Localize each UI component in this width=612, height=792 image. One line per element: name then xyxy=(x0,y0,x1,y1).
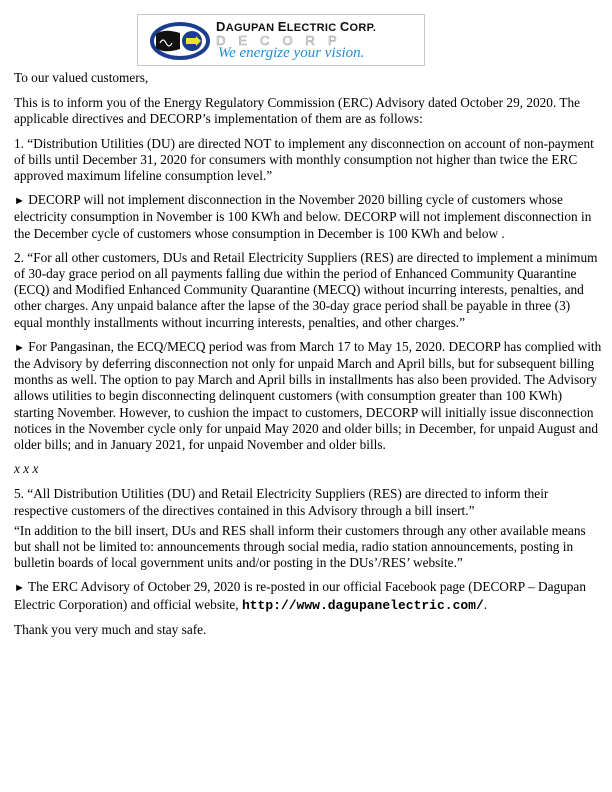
company-tagline: We energize your vision. xyxy=(218,45,365,61)
company-name-e: E xyxy=(277,19,287,34)
greeting: To our valued customers, xyxy=(14,70,149,85)
company-name-part-3: ORP. xyxy=(349,22,377,34)
closing: Thank you very much and stay safe. xyxy=(14,621,207,637)
company-name-c: C xyxy=(339,19,350,34)
company-logo xyxy=(137,14,425,66)
company-name-part-2: LECTRIC xyxy=(286,22,340,34)
omission-marker: x x x xyxy=(14,461,39,477)
bullet-arrow-icon: ► xyxy=(14,582,25,595)
decorp-emblem-icon xyxy=(150,22,210,60)
company-name-part-1: AGUPAN xyxy=(225,22,278,34)
company-name-d: D xyxy=(216,19,226,34)
directive-5-continued: “In addition to the bill insert, DUs and RES shall inform their customers through any other available means but shall not be limited to: announcements through social media, radio station announcements, posting in bulletin boards of local government units and/or posting in the DUs’/RES’ website.” xyxy=(14,522,586,571)
directive-5: 5. “All Distribution Utilities (DU) and Retail Electricity Suppliers (RES) are directed to inform their respective customers of the directives contained in this Advisory through a bill insert.” xyxy=(14,486,549,518)
intro-paragraph: This is to inform you of the Energy Regulatory Commission (ERC) Advisory dated October 29, 2020. The applicable directives and DECORP’s implementation of them are as follows: xyxy=(14,95,581,127)
bullet-arrow-icon: ► xyxy=(14,195,25,208)
website-link[interactable]: http://www.dagupanelectric.com/ xyxy=(241,597,484,613)
implementation-2 xyxy=(14,339,602,453)
implementation-5-end: . xyxy=(483,596,488,612)
implementation-1-text: DECORP will not implement disconnection in the November 2020 billing cycle of customers whose electricity consumption in November is 100 KWh and below. DECORP will not implement disconnection in the December cycle of customers whose consumption in December is 100 KWh and below . xyxy=(14,192,592,241)
implementation-1 xyxy=(14,192,602,242)
implementation-2-text: For Pangasinan, the ECQ/MECQ period was from March 17 to May 15, 2020. DECORP has complied with the Advisory by deferring disconnection not only for unpaid March and April bills, but for subsequent billing months as well. The option to pay March and April bills in installments has also been provided. The Advisory allows utilities to begin disconnecting delinquent customers (with consumption greater than 100 KWh) starting November. However, to cushion the impact to customers, DECORP will initially issue disconnection notices in the November cycle only for unpaid May 2020 and older bills; in December, for unpaid August and older bills; and in January 2021, for unpaid November and older bills. xyxy=(14,338,602,453)
letter-body xyxy=(14,70,602,646)
directive-2: 2. “For all other customers, DUs and Retail Electricity Suppliers (RES) are directed to implement a minimum of 30-day grace period on all payments falling due within the period of Enhanced Community Quarantine (ECQ) and Modified Enhanced Community Quarantine (MECQ) without incurring interests, penalties, and other charges. Any unpaid balance after the lapse of the 30-day grace period shall be payable in three (3) equal monthly installments without incurring interests, penalties, and other charges.” xyxy=(14,249,598,330)
company-wordmark: DECORP xyxy=(216,33,350,48)
directive-1: 1. “Distribution Utilities (DU) are directed NOT to implement any disconnection on account of non-payment of bills until December 31, 2020 for consumers with monthly consumption not higher than twice the ERC approved maximum lifeline consumption level.” xyxy=(14,135,594,184)
bullet-arrow-icon: ► xyxy=(14,341,25,354)
implementation-5 xyxy=(14,579,602,613)
implementation-5-text: The ERC Advisory of October 29, 2020 is re-posted in our official Facebook page (DECORP – Dagupan Electric Corporation) and official website, xyxy=(14,579,586,612)
